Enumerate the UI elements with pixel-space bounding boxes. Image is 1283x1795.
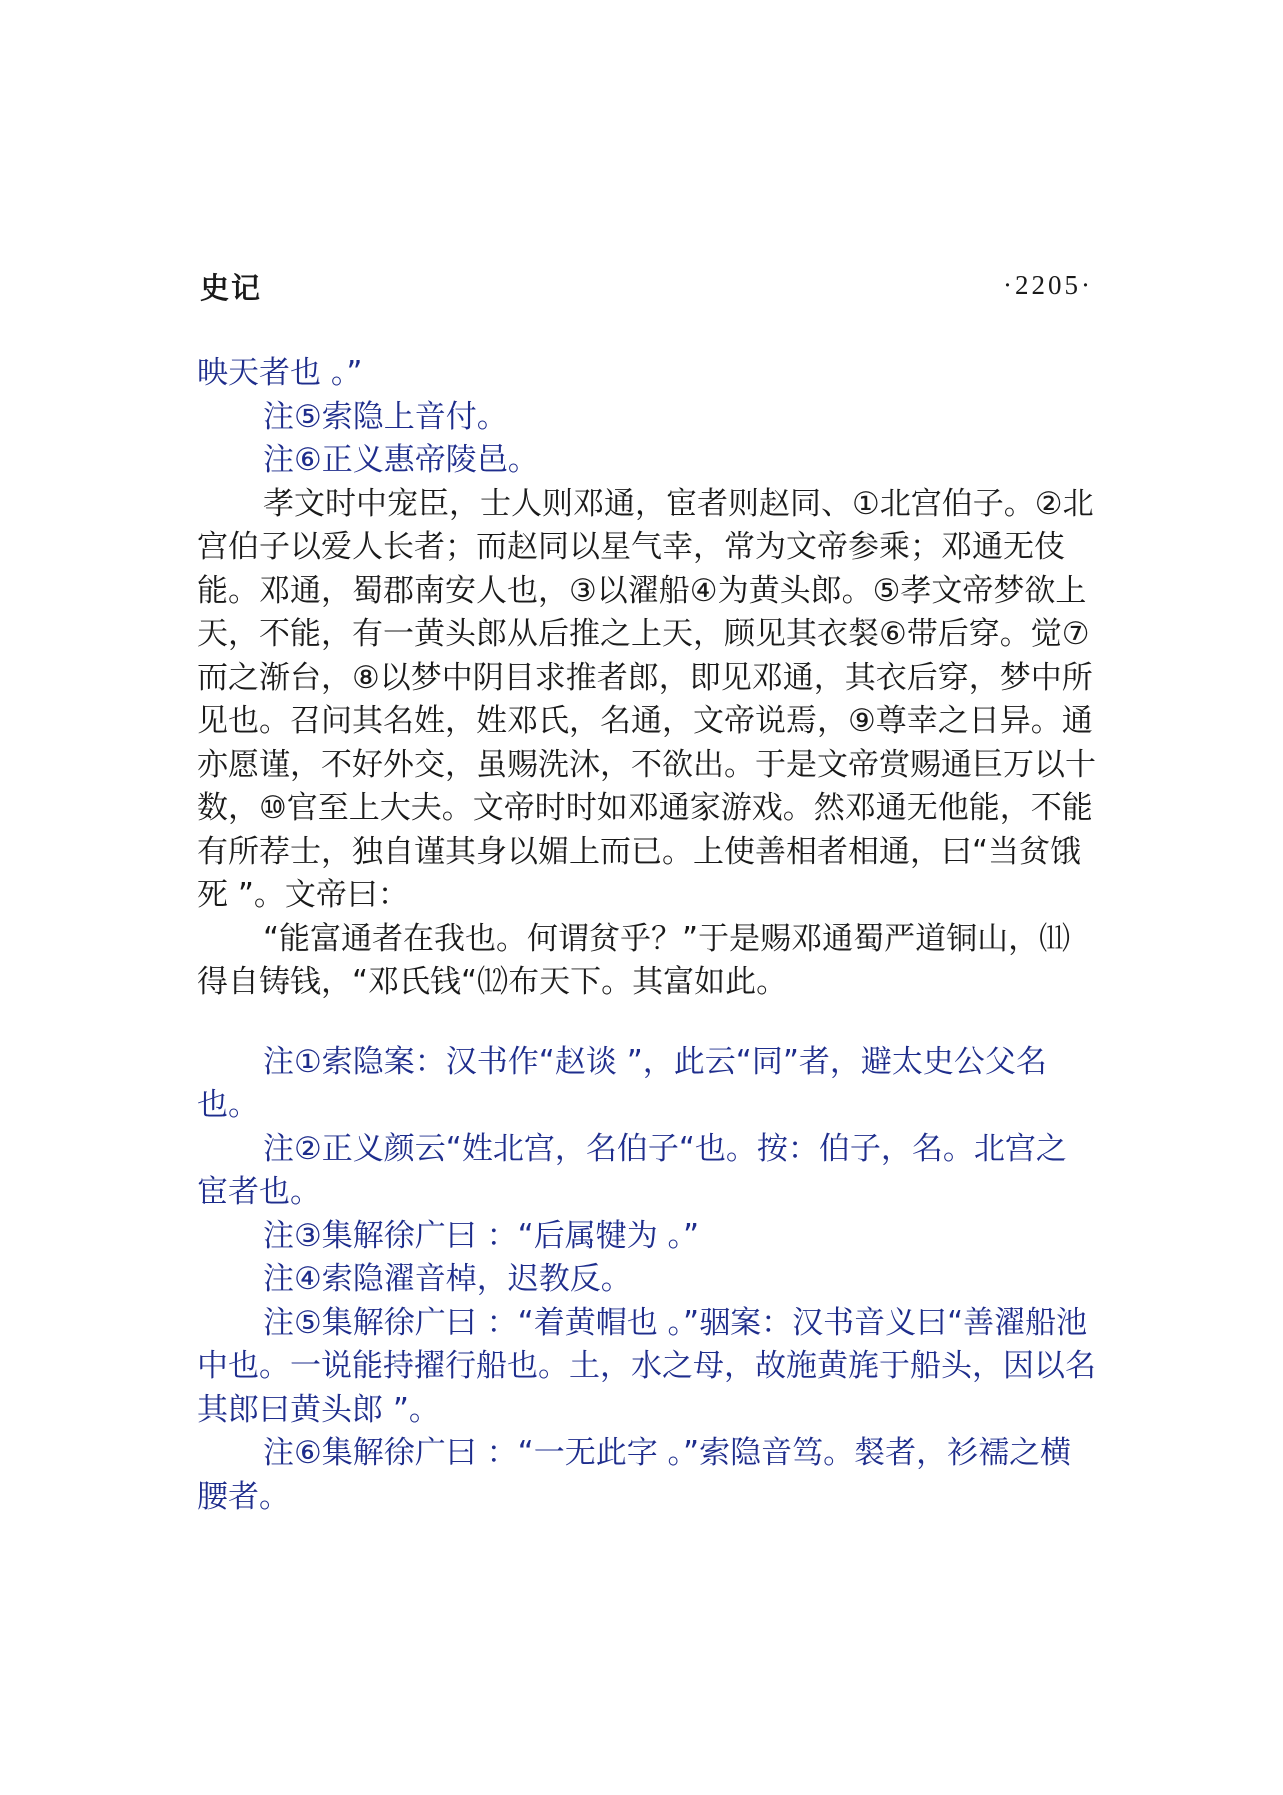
page-header — [200, 266, 1093, 310]
footnote: 注④索隐濯音棹，迟教反。 — [263, 1261, 632, 1297]
section-gap — [197, 1005, 1097, 1041]
note-line: 注⑤索隐上音付。 — [263, 398, 508, 435]
book-title: 史记 — [200, 271, 263, 305]
page-body — [197, 352, 1097, 1519]
footnote: 注⑤集解徐广曰 ：“着黄帽也 。”骃案：汉书音义曰“善濯船池中也。一说能持擢行船也。土，水之母，故施黄旄于船头，因以名其郎曰黄头郎 ”。 — [197, 1304, 1096, 1428]
footnote: 注②正义颜云“姓北宫，名伯子“也。按：伯子，名。北宫之宦者也。 — [197, 1130, 1067, 1210]
footnote: 注③集解徐广曰 ：“后属犍为 。” — [263, 1217, 700, 1254]
page-number: ·2205· — [1003, 270, 1093, 300]
footnote: 注①索隐案：汉书作“赵谈 ”，此云“同”者，避太史公父名也。 — [197, 1043, 1047, 1123]
note-continuation: 映天者也 。” — [197, 355, 363, 391]
footnote: 注⑥集解徐广曰 ：“一无此字 。”索隐音笃。裻者，衫襦之横腰者。 — [197, 1435, 1072, 1515]
note-line: 注⑥正义惠帝陵邑。 — [263, 442, 539, 478]
main-paragraph: “能富通者在我也。何谓贫乎？”于是赐邓通蜀严道铜山，⑾得自铸钱，“邓氏钱“⑿布天下。其富如此。 — [197, 920, 1071, 1000]
main-paragraph: 孝文时中宠臣，士人则邓通，宦者则赵同、①北宫伯子。②北宫伯子以爱人长者；而赵同以星气幸，常为文帝参乘；邓通无伎能。邓通，蜀郡南安人也，③以濯船④为黄头郎。⑤孝文帝梦欲上天，不能，有一黄头郎从后推之上天，顾见其衣裻⑥带后穿。觉⑦而之渐台，⑧以梦中阴目求推者郎，即见邓通，其衣后穿，梦中所见也。召问其名姓，姓邓氏，名通，文帝说焉，⑨尊幸之日异。通亦愿谨，不好外交，虽赐洗沐，不欲出。于是文帝赏赐通巨万以十数，⑩官至上大夫。文帝时时如邓通家游戏。然邓通无他能，不能有所荐士，独自谨其身以媚上而已。上使善相者相通，曰“当贫饿死 ”。文帝曰： — [197, 485, 1096, 913]
